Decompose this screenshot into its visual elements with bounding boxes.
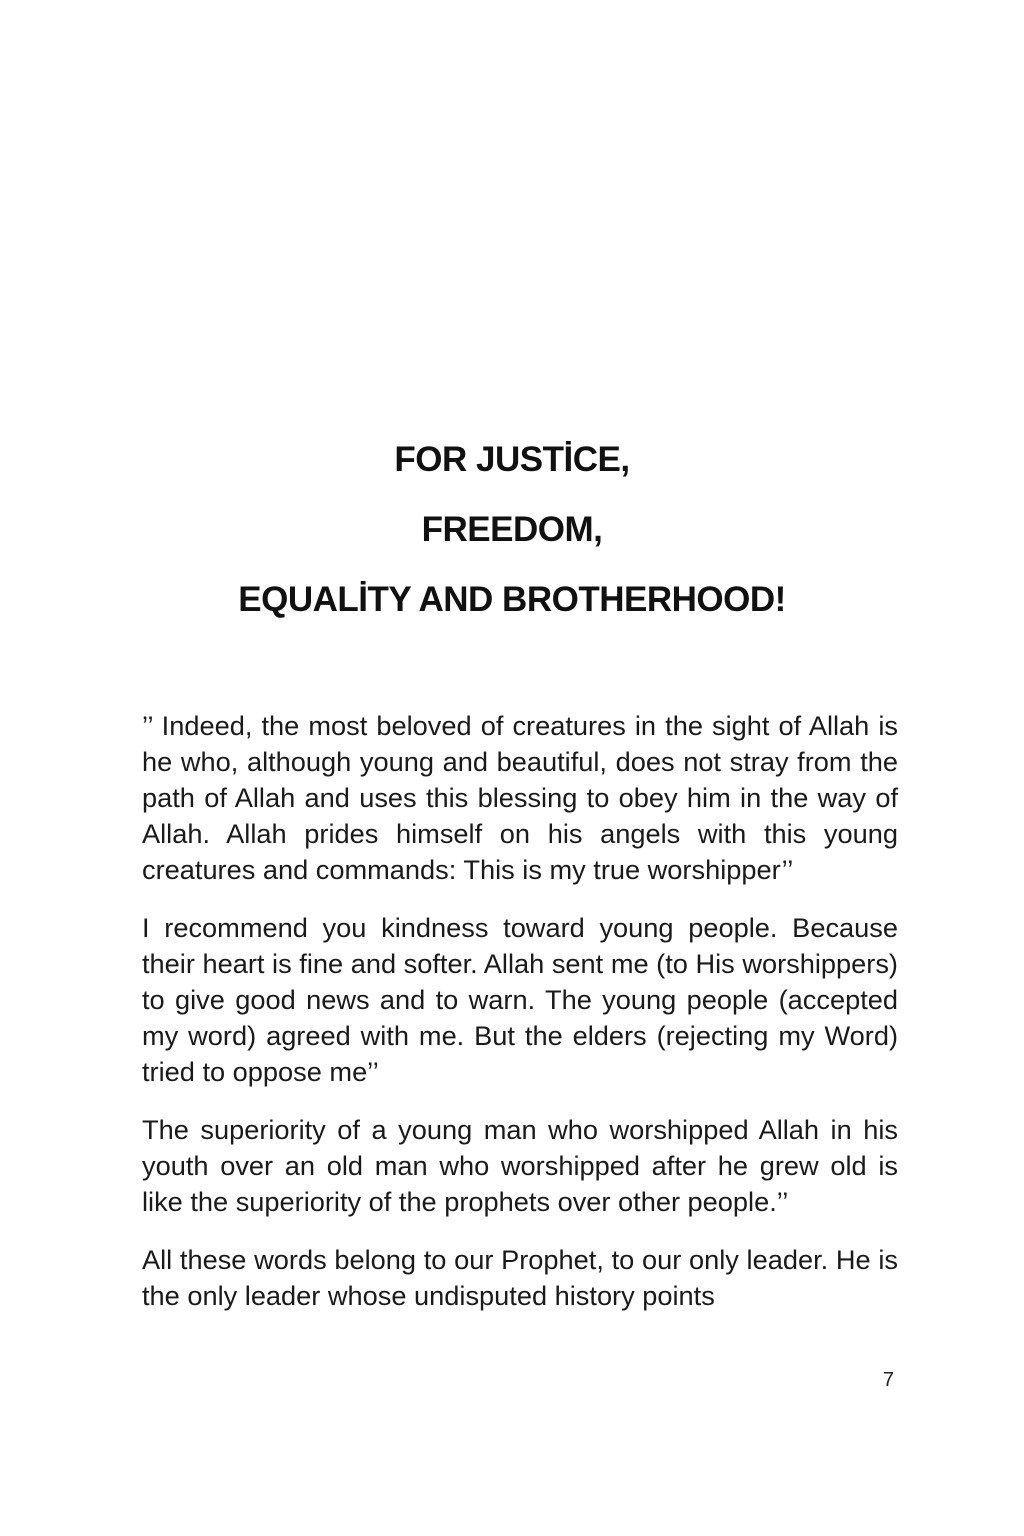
- paragraph-1: ’’ Indeed, the most beloved of creatures in the sight of Allah is he who, although young and beautiful, does not stray from the path of Allah and uses this blessing to obey him in the way of Allah. Allah prides himself on his angels with this young creatures and commands: This is my true worshipper’’: [142, 710, 898, 885]
- body-text: [142, 708, 898, 1336]
- paragraph-3: The superiority of a young man who worshipped Allah in his youth over an old man who worshipped after he grew old is like the superiority of the prophets over other people.’’: [142, 1114, 898, 1217]
- chapter-title: [0, 425, 1024, 635]
- title-line-1: FOR JUSTİCE,: [394, 440, 630, 479]
- title-line-2: FREEDOM,: [421, 510, 603, 549]
- paragraph-4: All these words belong to our Prophet, to our only leader. He is the only leader whose undisputed history points: [142, 1244, 898, 1311]
- title-line-3: EQUALİTY AND BROTHERHOOD!: [238, 580, 786, 619]
- paragraph-2: I recommend you kindness toward young people. Because their heart is fine and softer. Allah sent me (to His worshippers) to give good news and to warn. The young people (accepted my word) agreed with me. But the elders (rejecting my Word) tried to oppose me’’: [142, 912, 898, 1087]
- page-number: 7: [882, 1369, 894, 1391]
